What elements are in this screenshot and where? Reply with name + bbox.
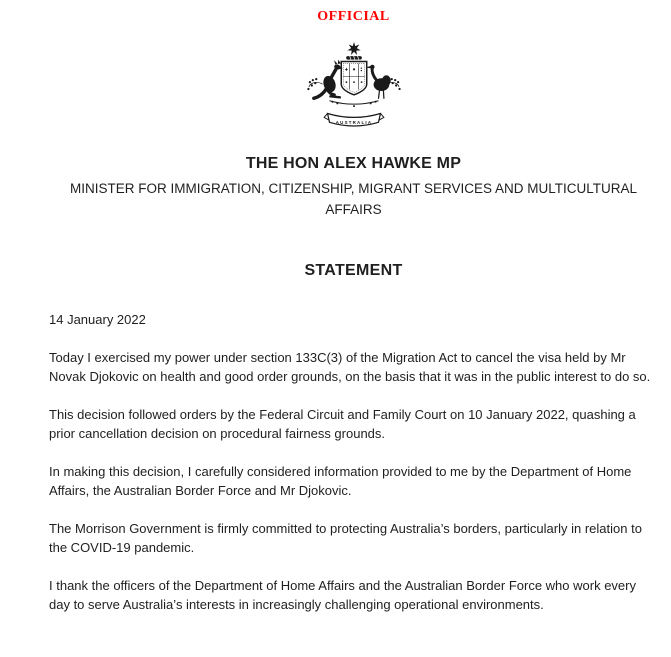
statement-paragraph-4: The Morrison Government is firmly committed to protecting Australia’s borders, particularly in relation to the COVID-19 pandemic.: [49, 521, 642, 555]
statement-paragraph-2: This decision followed orders by the Federal Circuit and Family Court on 10 January 2022, quashing a prior cancellation decision on procedural fairness grounds.: [49, 407, 636, 441]
statement-paragraph-3: In making this decision, I carefully considered information provided to me by the Department of Home Affairs, the Australian Border Force and Mr Djokovic.: [49, 464, 632, 498]
crest-banner-text: AUSTRALIA: [335, 119, 372, 125]
kangaroo-icon: [313, 60, 342, 99]
statement-paragraph-5: I thank the officers of the Department of Home Affairs and the Australian Border Force who work every day to serve Australia’s interests in increasingly challenging operational environments.: [49, 578, 636, 612]
minister-title-line1: MINISTER FOR IMMIGRATION, CITIZENSHIP, MIGRANT SERVICES AND MULTICULTURAL: [69, 181, 638, 196]
statement-date: 14 January 2022: [49, 312, 146, 327]
australian-coat-of-arms-icon: [299, 39, 409, 137]
emu-icon: [365, 65, 390, 99]
statement-body: [49, 310, 658, 614]
official-classification-marking: OFFICIAL: [317, 9, 390, 24]
commonwealth-star-icon: [347, 42, 360, 55]
minister-title-line2: AFFAIRS: [325, 202, 382, 217]
statement-paragraph-1: Today I exercised my power under section 133C(3) of the Migration Act to cancel the visa held by Mr Novak Djokovic on health and good order grounds, on the basis that it was in the public interest to do so.: [49, 350, 651, 384]
minister-title: [49, 178, 658, 220]
statement-heading: STATEMENT: [304, 262, 403, 279]
minister-name: THE HON ALEX HAWKE MP: [245, 155, 462, 172]
crest-container: [49, 39, 658, 137]
